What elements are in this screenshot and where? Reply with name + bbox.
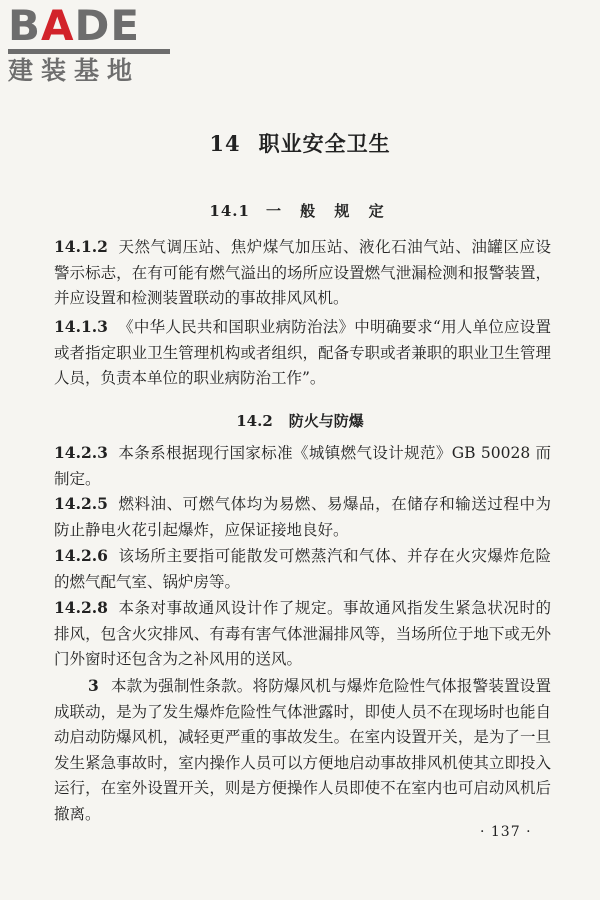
clause-number: 14.2.5 — [54, 494, 108, 513]
clause-number: 14.1.3 — [54, 317, 108, 336]
logo-wordmark: BADE — [8, 1, 141, 50]
clause-number: 14.2.8 — [54, 598, 108, 617]
section-title-14-2 — [0, 410, 600, 431]
chapter-number: 14 — [209, 131, 241, 156]
section-number: 14.2 — [236, 412, 273, 430]
section-heading: 一 般 规 定 — [265, 202, 391, 220]
clause-14-1-3 — [54, 314, 551, 392]
chapter-title — [0, 128, 600, 158]
clause-text: 天然气调压站、焦炉煤气加压站、液化石油气站、油罐区应设警示标志，在有可能有燃气溢出的场所应设置燃气泄漏检测和报警装置，并应设置和检测装置联动的事故排风风机。 — [54, 238, 551, 307]
clause-14-2-3 — [54, 440, 551, 492]
clause-text: 《中华人民共和国职业病防治法》中明确要求“用人单位应设置或者指定职业卫生管理机构或者组织，配备专职或者兼职的职业卫生管理人员，负责本单位的职业病防治工作”。 — [54, 318, 551, 387]
clause-14-2-5 — [54, 491, 551, 543]
logo-subtitle: 建装基地 — [8, 56, 141, 85]
clause-text: 本条系根据现行国家标准《城镇燃气设计规范》GB 50028 而制定。 — [54, 444, 551, 488]
clause-number: 3 — [88, 676, 99, 695]
clause-14-2-6 — [54, 543, 551, 595]
clause-text: 该场所主要指可能散发可燃蒸汽和气体、并存在火灾爆炸危险的燃气配气室、锅炉房等。 — [54, 547, 551, 591]
bade-logo — [8, 1, 178, 86]
clause-text: 燃料油、可燃气体均为易燃、易爆品，在储存和输送过程中为防止静电火花引起爆炸，应保证接地良好。 — [54, 495, 551, 539]
clause-number: 14.2.3 — [54, 443, 108, 462]
chapter-heading: 职业安全卫生 — [258, 131, 391, 156]
clause-14-2-8 — [54, 595, 551, 673]
clause-text: 本条对事故通风设计作了规定。事故通风指发生紧急状况时的排风，包含火灾排风、有毒有害气体泄漏排风等，当场所位于地下或无外门外窗时还包含为之补风用的送风。 — [54, 599, 551, 668]
clause-14-1-2 — [54, 234, 551, 312]
section-number: 14.1 — [209, 202, 250, 220]
clause-text: 本款为强制性条款。将防爆风机与爆炸危险性气体报警装置设置成联动，是为了发生爆炸危险性气体泄露时，即使人员不在现场时也能自动启动防爆风机，减轻更严重的事故发生。在室内设置开关，是为了一旦发生紧急事故时，室内操作人员可以方便地启动事故排风机使其立即投入运行，在室外设置开关，则是方便操作人员即使不在室内也可启动风机后撤离。 — [54, 677, 551, 823]
clause-14-2-8-item-3 — [54, 673, 551, 827]
clause-number: 14.2.6 — [54, 546, 108, 565]
section-title-14-1 — [0, 200, 600, 221]
page-number: · 137 · — [480, 824, 532, 840]
section-heading: 防火与防爆 — [288, 412, 364, 430]
clause-number: 14.1.2 — [54, 237, 108, 256]
